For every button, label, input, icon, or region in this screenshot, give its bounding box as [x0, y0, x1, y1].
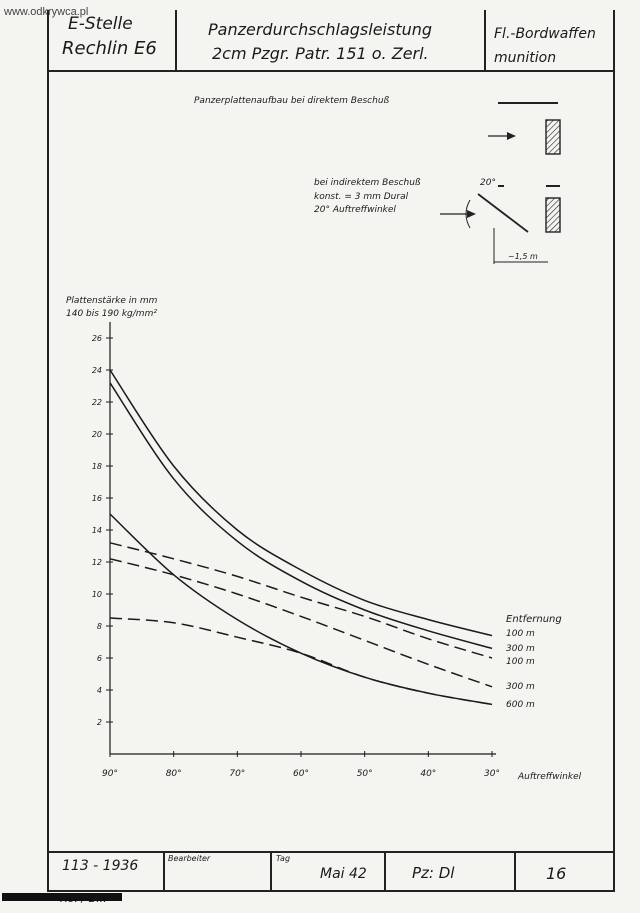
series-solid-600m [110, 514, 492, 704]
angle-label: 20° [480, 178, 496, 188]
y-tick-label-26: 26 [91, 334, 102, 343]
indirect-fire-line-3: 20° Auftreffwinkel [314, 205, 396, 215]
footer-divider-1 [163, 851, 165, 891]
indirect-fire-line-1: bei indirektem Beschuß [314, 178, 421, 188]
date-value: Mai 42 [320, 866, 367, 882]
y-tick-label-8: 8 [96, 622, 102, 631]
series-solid-100m [110, 370, 492, 636]
footer-divider-4 [514, 851, 516, 891]
watermark: www.odkrywca.pl [4, 6, 89, 18]
series-dashed-300m [110, 559, 492, 687]
x-tick-label-50: 50° [356, 769, 373, 779]
legend-entry-1: 300 m [506, 644, 535, 654]
department: Pz: Dl [412, 864, 455, 882]
date-label: Tag [276, 854, 291, 863]
legend-title: Entfernung [506, 614, 562, 625]
y-tick-label-4: 4 [96, 686, 102, 695]
indirect-fire-line-2: konst. = 3 mm Dural [314, 192, 409, 202]
legend-entry-4: 600 m [506, 700, 535, 710]
office-line-1: E-Stelle [68, 14, 133, 34]
x-tick-label-80: 80° [165, 769, 182, 779]
x-tick-label-40: 40° [420, 769, 437, 779]
document-number: 113 - 1936 [62, 858, 139, 874]
editor-label: Bearbeiter [168, 854, 211, 863]
footer-divider-3 [384, 851, 386, 891]
y-tick-label-2: 2 [96, 718, 102, 727]
y-tick-label-24: 24 [91, 366, 102, 375]
distance-label: ~1,5 m [508, 252, 538, 261]
y-tick-label-16: 16 [91, 494, 102, 503]
y-tick-label-14: 14 [91, 526, 102, 535]
direct-fire-label: Panzerplattenaufbau bei direktem Beschuß [194, 96, 390, 106]
y-tick-label-6: 6 [96, 654, 102, 663]
legend-entry-2: 100 m [506, 657, 535, 667]
series-solid-300m [110, 383, 492, 649]
legend-entry-3: 300 m [506, 682, 535, 692]
page-number: 16 [546, 864, 567, 883]
y-tick-label-22: 22 [91, 398, 102, 407]
title-line-1: Panzerdurchschlagsleistung [208, 20, 433, 39]
y-tick-label-18: 18 [91, 462, 102, 471]
x-tick-label-70: 70° [229, 769, 246, 779]
y-tick-label-10: 10 [91, 590, 102, 599]
title-line-2: 2cm Pzgr. Patr. 151 o. Zerl. [212, 44, 429, 63]
x-tick-label-60: 60° [293, 769, 309, 779]
footer-top-line [47, 851, 615, 853]
x-tick-label-90: 90° [102, 769, 118, 779]
y-axis-label-line-1: Plattenstärke in mm [66, 296, 158, 306]
x-tick-label-30: 30° [484, 769, 500, 779]
y-axis-label-line-2: 140 bis 190 kg/mm² [66, 309, 157, 319]
x-axis-label: Auftreffwinkel [518, 772, 582, 782]
footer-bottom-line [47, 890, 615, 892]
legend-entry-0: 100 m [506, 629, 535, 639]
series-dashed-100m [110, 543, 492, 658]
category-line-2: munition [494, 50, 557, 66]
series-dashed-600m [110, 618, 492, 704]
footer-divider-2 [270, 851, 272, 891]
office-line-2: Rechlin E6 [62, 38, 157, 59]
y-tick-label-20: 20 [91, 430, 102, 439]
y-tick-label-12: 12 [91, 558, 102, 567]
signature-underline [2, 893, 122, 901]
category-line-1: Fl.-Bordwaffen [494, 26, 596, 42]
